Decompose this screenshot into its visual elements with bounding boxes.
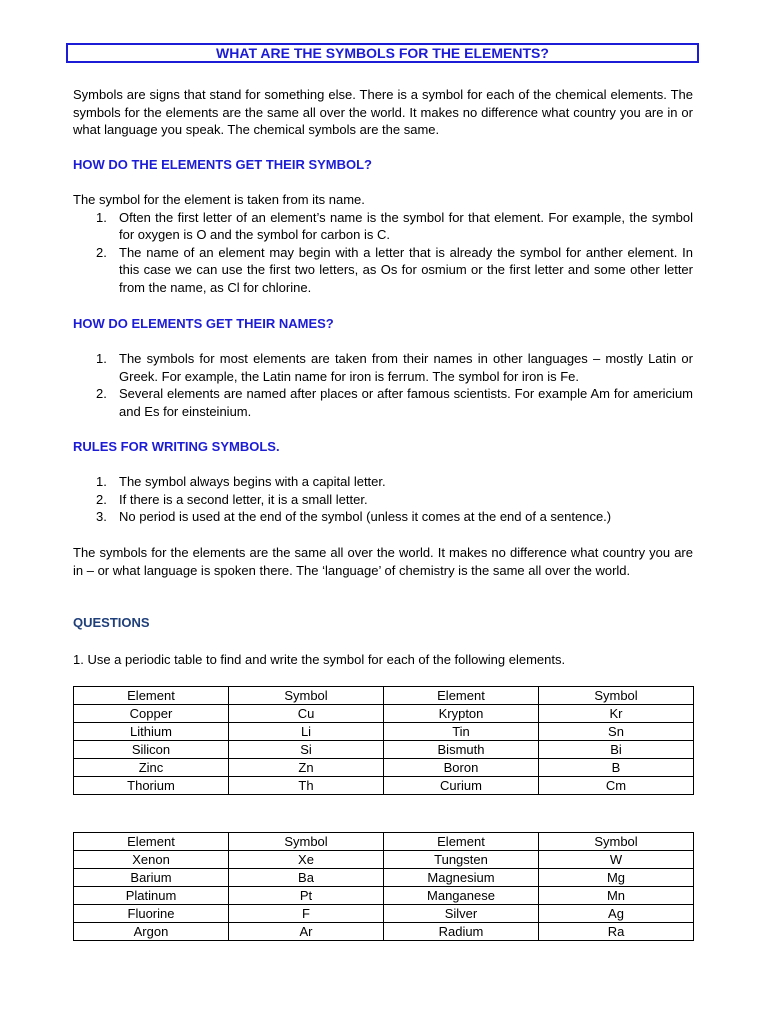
table-cell: Thorium — [74, 777, 229, 795]
table-row — [74, 759, 694, 777]
table-header-cell: Element — [74, 687, 229, 705]
page-title: WHAT ARE THE SYMBOLS FOR THE ELEMENTS? — [66, 43, 699, 63]
questions-heading: QUESTIONS — [73, 615, 150, 630]
table-header-cell: Symbol — [229, 833, 384, 851]
section-heading-rules: RULES FOR WRITING SYMBOLS. — [73, 439, 280, 454]
list-number: 3. — [96, 509, 107, 525]
list-number: 2. — [96, 386, 107, 402]
list-text: The symbols for most elements are taken from their names in other languages – mostly Latin or Greek. For example, the Latin name for iron is ferrum. The symbol for iron is Fe. — [119, 351, 693, 384]
rules-list-block — [73, 473, 693, 526]
table-header-row — [74, 687, 694, 705]
table-cell: Xe — [229, 851, 384, 869]
table-cell: Manganese — [384, 887, 539, 905]
intro-paragraph: Symbols are signs that stand for something else. There is a symbol for each of the chemical elements. The symbols for the elements are the same all over the world. It makes no difference what country you are in or what language you speak. The chemical symbols are the same. — [73, 87, 693, 138]
table-cell: Mg — [539, 869, 694, 887]
table-cell: Barium — [74, 869, 229, 887]
list-text: The symbol always begins with a capital letter. — [119, 474, 386, 489]
table-cell: Mn — [539, 887, 694, 905]
table-header-cell: Element — [384, 833, 539, 851]
table-row — [74, 705, 694, 723]
table-row — [74, 723, 694, 741]
table-cell: W — [539, 851, 694, 869]
table-cell: Tungsten — [384, 851, 539, 869]
closing-paragraph: The symbols for the elements are the same all over the world. It makes no difference what country you are in – or what language is spoken there. The ‘language’ of chemistry is the same all over the world. — [73, 545, 693, 578]
table-cell: Ra — [539, 923, 694, 941]
symbol-list-block — [73, 191, 693, 297]
table-header-row — [74, 833, 694, 851]
table-header-cell: Element — [74, 833, 229, 851]
table-cell: Silver — [384, 905, 539, 923]
table-cell: Pt — [229, 887, 384, 905]
list-item — [73, 350, 693, 385]
list-item — [73, 209, 693, 244]
list-number: 2. — [96, 244, 107, 260]
table-cell: Th — [229, 777, 384, 795]
list-text: Often the first letter of an element’s name is the symbol for that element. For example, the symbol for oxygen is O and the symbol for carbon is C. — [119, 209, 693, 243]
list-text: If there is a second letter, it is a small letter. — [119, 491, 368, 507]
table-row — [74, 741, 694, 759]
section-heading-symbols: HOW DO THE ELEMENTS GET THEIR SYMBOL? — [73, 157, 372, 172]
list-item — [73, 244, 693, 297]
list-text: Several elements are named after places or after famous scientists. For example Am for americium and Es for einsteinium. — [119, 386, 693, 419]
table-cell: Sn — [539, 723, 694, 741]
table-cell: B — [539, 759, 694, 777]
table-header-cell: Element — [384, 687, 539, 705]
table-cell: Cm — [539, 777, 694, 795]
table-cell: Argon — [74, 923, 229, 941]
list-item — [73, 473, 693, 491]
table-cell: Xenon — [74, 851, 229, 869]
table-cell: Ag — [539, 905, 694, 923]
table-cell: Radium — [384, 923, 539, 941]
elements-table-1 — [73, 686, 694, 795]
list-text: No period is used at the end of the symbol (unless it comes at the end of a sentence.) — [119, 509, 612, 525]
table-cell: Zinc — [74, 759, 229, 777]
list-item — [73, 491, 693, 509]
list-number: 1. — [96, 474, 107, 489]
table-cell: Li — [229, 723, 384, 741]
section-lead: The symbol for the element is taken from its name. — [73, 192, 365, 207]
list-number: 1. — [96, 351, 107, 366]
table-cell: Fluorine — [74, 905, 229, 923]
table-cell: Krypton — [384, 705, 539, 723]
table-header-cell: Symbol — [229, 687, 384, 705]
table-row — [74, 869, 694, 887]
table-cell: Boron — [384, 759, 539, 777]
table-cell: Zn — [229, 759, 384, 777]
list-number: 2. — [96, 491, 107, 507]
table-row — [74, 905, 694, 923]
table-cell: Bi — [539, 741, 694, 759]
table-cell: F — [229, 905, 384, 923]
table-cell: Ar — [229, 923, 384, 941]
question-1: 1. Use a periodic table to find and write the symbol for each of the following elements. — [73, 652, 566, 667]
table-cell: Si — [229, 741, 384, 759]
table-header-cell: Symbol — [539, 833, 694, 851]
names-list-block — [73, 350, 693, 420]
table-row — [74, 923, 694, 941]
table-cell: Silicon — [74, 741, 229, 759]
table-cell: Kr — [539, 705, 694, 723]
table-cell: Magnesium — [384, 869, 539, 887]
symbol-rules-list — [73, 209, 693, 297]
table-cell: Tin — [384, 723, 539, 741]
table-cell: Cu — [229, 705, 384, 723]
table-row — [74, 777, 694, 795]
table-row — [74, 851, 694, 869]
list-number: 1. — [96, 209, 107, 225]
elements-table-2 — [73, 832, 694, 941]
list-item — [73, 385, 693, 420]
table-cell: Lithium — [74, 723, 229, 741]
list-item — [73, 508, 693, 526]
section-heading-names: HOW DO ELEMENTS GET THEIR NAMES? — [73, 316, 334, 331]
table-cell: Bismuth — [384, 741, 539, 759]
names-list — [73, 350, 693, 420]
table-cell: Copper — [74, 705, 229, 723]
list-text: The name of an element may begin with a letter that is already the symbol for anther element. In this case we can use the first two letters, as Os for osmium or the first letter and some other letter from the name, as Cl for chlorine. — [119, 244, 693, 295]
table-cell: Curium — [384, 777, 539, 795]
table-header-cell: Symbol — [539, 687, 694, 705]
table-cell: Platinum — [74, 887, 229, 905]
table-cell: Ba — [229, 869, 384, 887]
rules-list — [73, 473, 693, 526]
table-row — [74, 887, 694, 905]
